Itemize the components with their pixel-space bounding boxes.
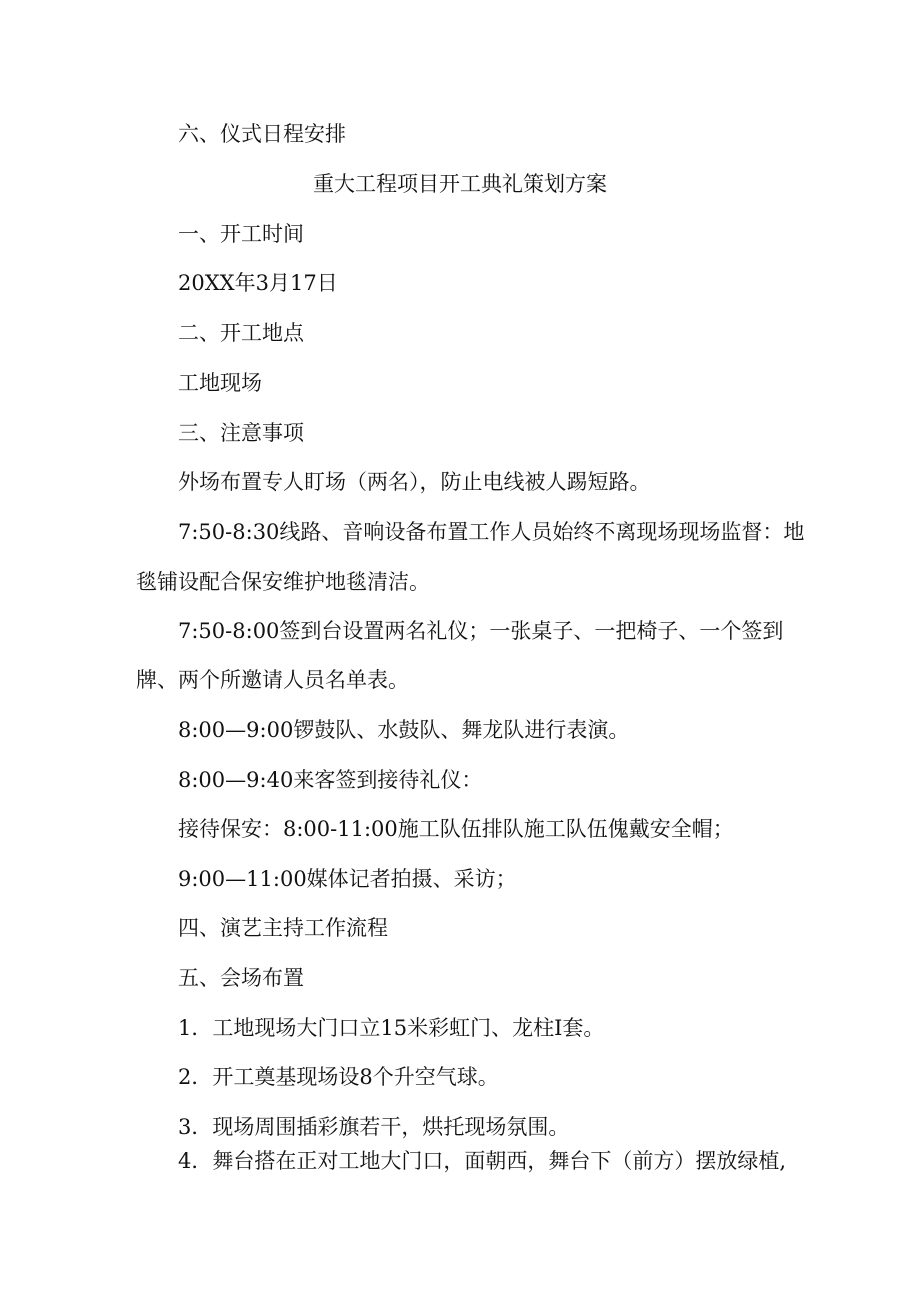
location-text: 工地现场: [178, 371, 262, 395]
heading-schedule: 六、仪式日程安排: [178, 122, 346, 146]
paragraph-line: 牌、两个所邀请人员名单表。: [136, 668, 409, 692]
heading-notes: 三、注意事项: [178, 421, 304, 445]
list-item: 2．开工奠基现场设8个升空气球。: [178, 1065, 499, 1089]
paragraph-line: 7:50-8:00签到台设置两名礼仪；一张桌子、一把椅子、一个签到: [178, 619, 784, 643]
paragraph-line: 8:00—9:40来客签到接待礼仪：: [178, 768, 483, 792]
heading-hosting: 四、演艺主持工作流程: [178, 916, 388, 940]
document-title: 重大工程项目开工典礼策划方案: [313, 172, 607, 196]
list-item: 4．舞台搭在正对工地大门口，面朝西，舞台下（前方）摆放绿植,: [178, 1149, 787, 1173]
paragraph-line: 8:00—9:00锣鼓队、水鼓队、舞龙队进行表演。: [178, 718, 630, 742]
paragraph-line: 外场布置专人盯场（两名），防止电线被人踢短路。: [178, 470, 651, 494]
heading-location: 二、开工地点: [178, 321, 304, 345]
heading-venue: 五、会场布置: [178, 966, 304, 990]
paragraph-line: 7:50-8:30线路、音响设备布置工作人员始终不离现场现场监督：地: [178, 520, 805, 544]
paragraph-line: 接待保安：8:00-11:00施工队伍排队施工队伍傀戴安全帽；: [178, 817, 734, 841]
list-item: 3．现场周围插彩旗若干，烘托现场氛围。: [178, 1115, 570, 1139]
list-item: 1．工地现场大门口立15米彩虹门、龙柱I套。: [178, 1016, 605, 1040]
heading-start-time: 一、开工时间: [178, 222, 304, 246]
start-date: 20XX年3月17日: [178, 271, 338, 295]
paragraph-line: 毯铺设配合保安维护地毯清洁。: [136, 570, 430, 594]
paragraph-line: 9:00—11:00媒体记者拍摄、采访；: [178, 867, 517, 891]
